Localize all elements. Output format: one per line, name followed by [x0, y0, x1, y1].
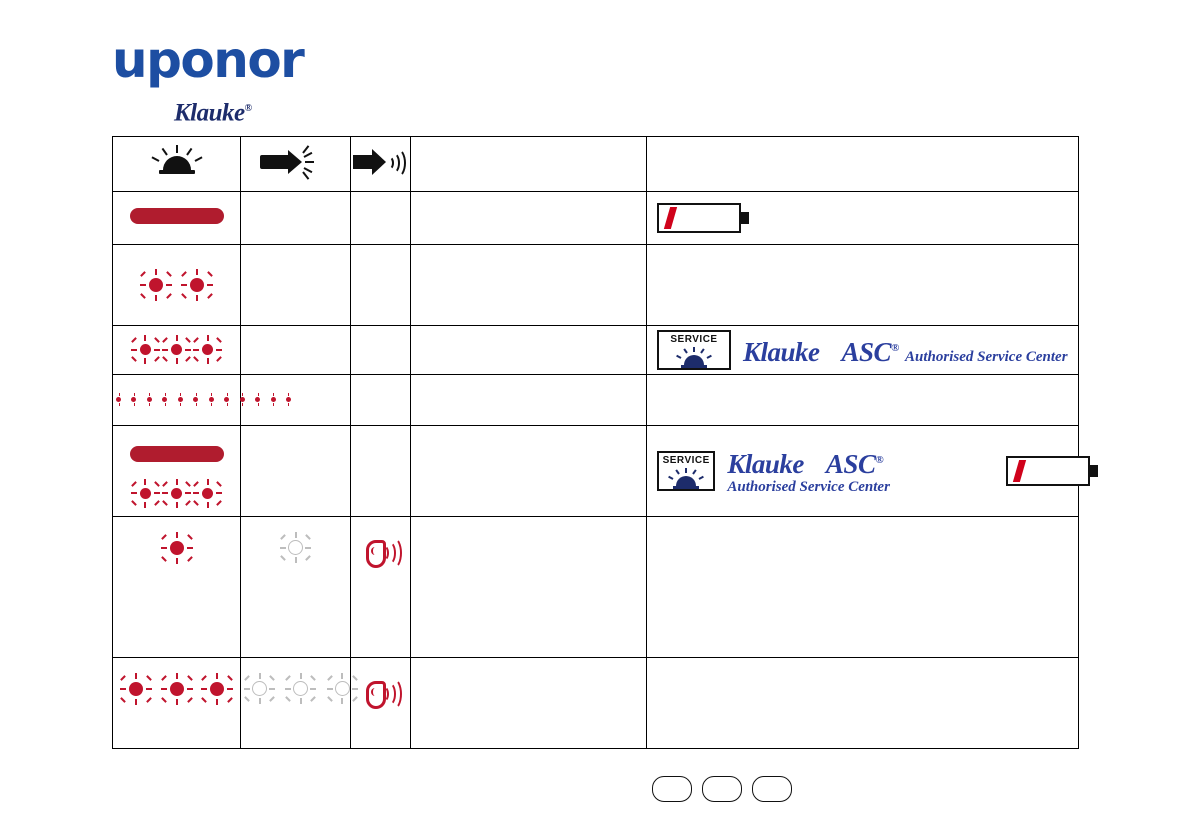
header-meaning-label [529, 164, 530, 165]
cell-sound-ear [351, 658, 411, 749]
cell-meaning [411, 375, 647, 426]
led-dot [131, 397, 136, 402]
header-cell-meaning [411, 137, 647, 192]
cell-symbols-empty [647, 517, 1079, 658]
header-cell-led [113, 137, 241, 192]
meaning-text [529, 285, 530, 286]
cell-meaning [411, 326, 647, 375]
led-dot [149, 278, 163, 292]
led-dot [162, 397, 167, 402]
table-row [113, 192, 1079, 245]
cell-symbols-empty [647, 375, 1079, 426]
cell-light-three-flashing [241, 658, 351, 749]
asc-registered-mark: ® [891, 342, 899, 354]
klauke-asc-service-logo [657, 446, 980, 496]
lamp-dot [252, 681, 267, 696]
led-single-flashing-dot [159, 539, 195, 557]
brand-block [112, 31, 432, 127]
service-badge [657, 330, 731, 370]
cell-light-single-flashing [241, 517, 351, 658]
battery-low-icon [657, 203, 749, 233]
signal-matrix-table [112, 136, 1079, 749]
cell-sound-ear [351, 517, 411, 658]
cell-meaning [411, 245, 647, 326]
meaning-text [529, 400, 530, 401]
led-solid-red-bar [130, 208, 224, 224]
led-dot [202, 488, 213, 499]
table-row [113, 517, 1079, 658]
led-dot [271, 397, 276, 402]
cell-symbols [647, 326, 1079, 375]
cell-meaning [411, 658, 647, 749]
led-dot [171, 488, 182, 499]
led-dot [255, 397, 260, 402]
table-header-row [113, 137, 1079, 192]
page-mark [752, 776, 792, 802]
cell-led-single-flashing [113, 517, 241, 658]
cell-led-two-flashing [113, 245, 241, 326]
page-mark [652, 776, 692, 802]
uponor-logo: uponor [112, 31, 304, 89]
led-dot [178, 397, 183, 402]
table-row [113, 245, 1079, 326]
lamp-single-flashing [277, 539, 314, 557]
lamp-three-flashing [241, 680, 361, 698]
asc-text-block [727, 446, 979, 496]
cell-sound-empty [351, 245, 411, 326]
warning-beacon-icon [150, 145, 204, 179]
led-two-flashing-dots [138, 276, 214, 294]
lamp-dot [335, 681, 350, 696]
led-dot [116, 397, 121, 402]
klauke-registered-mark: ® [244, 103, 252, 114]
meaning-text [529, 703, 530, 704]
asc-subtitle: Authorised Service Center [727, 479, 890, 495]
asc-title-line [727, 449, 883, 479]
table-row [113, 326, 1079, 375]
led-dot [170, 682, 184, 696]
led-three-flashing-dots [132, 485, 222, 503]
cell-symbols [647, 192, 1079, 245]
led-dot [209, 397, 214, 402]
klauke-asc-service-logo [657, 330, 1068, 370]
cell-meaning [411, 517, 647, 658]
cell-light-empty [241, 426, 351, 517]
header-cell-light [241, 137, 351, 192]
warning-beacon-icon [666, 468, 706, 490]
cell-led-three-flashing [113, 326, 241, 375]
service-badge-label: SERVICE [670, 334, 718, 345]
led-dot [140, 488, 151, 499]
table-row [113, 375, 1079, 426]
led-dot [286, 397, 291, 402]
asc-abbrev: ASC [825, 449, 876, 479]
cell-light-empty [241, 326, 351, 375]
cell-light-empty [241, 192, 351, 245]
flashlight-icon [260, 147, 332, 177]
lamp-dot [293, 681, 308, 696]
cell-symbols [647, 426, 1079, 517]
cell-meaning [411, 192, 647, 245]
led-dot [147, 397, 152, 402]
led-dot [224, 397, 229, 402]
table-row [113, 426, 1079, 517]
led-dot [140, 344, 151, 355]
asc-text-block [743, 334, 1068, 366]
cell-light-empty [241, 245, 351, 326]
led-dot [202, 344, 213, 355]
led-dot [129, 682, 143, 696]
led-dot [170, 541, 184, 555]
service-badge [657, 451, 715, 491]
page-mark [702, 776, 742, 802]
speaker-icon [353, 147, 409, 177]
cell-led-three-flashing-large [113, 658, 241, 749]
header-cell-symbols [647, 137, 1079, 192]
klauke-logo-text: Klauke [174, 99, 245, 127]
cell-sound-empty [351, 375, 411, 426]
lamp-dot [288, 540, 303, 555]
led-dot [193, 397, 198, 402]
meaning-text [529, 218, 530, 219]
service-badge-label: SERVICE [662, 455, 710, 466]
led-dot [210, 682, 224, 696]
ear-signal-icon [364, 678, 398, 708]
led-dot [190, 278, 204, 292]
klauke-wordmark: Klauke [727, 449, 804, 479]
led-dot [240, 397, 245, 402]
cell-led-solid-bar [113, 192, 241, 245]
led-three-flashing-dots [132, 341, 222, 359]
table-row [113, 658, 1079, 749]
meaning-text [529, 350, 530, 351]
meaning-text [529, 587, 530, 588]
cell-sound-empty [351, 326, 411, 375]
led-many-small-flashing-dots [113, 391, 294, 409]
led-solid-red-bar [130, 446, 224, 462]
header-cell-sound [351, 137, 411, 192]
klauke-logo [174, 96, 252, 126]
asc-subtitle: Authorised Service Center [905, 349, 1068, 365]
cell-led-bar-and-flashing [113, 426, 241, 517]
led-dot [171, 344, 182, 355]
ear-signal-icon [364, 537, 398, 567]
cell-symbols-empty [647, 658, 1079, 749]
battery-low-icon [1006, 456, 1078, 486]
cell-meaning [411, 426, 647, 517]
asc-title-line [743, 337, 905, 367]
header-symbols-label [863, 164, 864, 165]
asc-abbrev: ASC [841, 337, 892, 367]
led-three-flashing-dots-large [118, 680, 235, 698]
cell-sound-empty [351, 426, 411, 517]
cell-led-many-small-flashing [113, 375, 241, 426]
cell-sound-empty [351, 192, 411, 245]
footer-page-marks [652, 776, 792, 802]
klauke-wordmark: Klauke [743, 337, 820, 367]
warning-beacon-icon [674, 347, 714, 369]
asc-registered-mark: ® [875, 454, 884, 466]
cell-symbols-empty [647, 245, 1079, 326]
meaning-text [529, 471, 530, 472]
